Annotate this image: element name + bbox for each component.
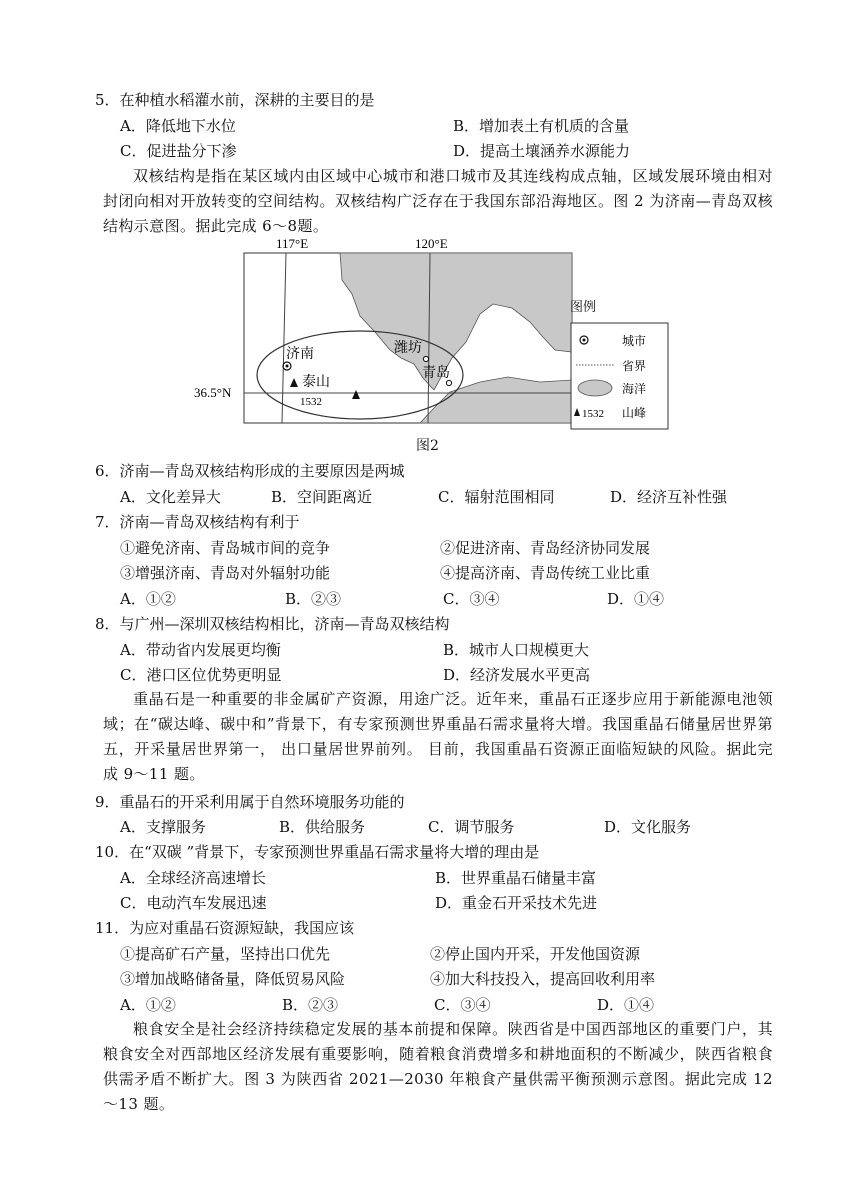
q9-option-b: B．供给服务 (279, 818, 366, 836)
taishan-elevation: 1532 (300, 396, 322, 408)
q5-stem: 5．在种植水稻灌水前，深耕的主要目的是 (95, 91, 375, 109)
lat-label: 36.5°N (194, 385, 232, 400)
q6-option-d: D．经济互补性强 (610, 488, 728, 506)
q9-option-a: A．支撑服务 (120, 818, 206, 836)
lon-label-120: 120°E (415, 236, 448, 251)
intro-6-8: 双核结构是指在某区域内由区域中心城市和港口城市及其连线构成点轴，区域发展环境由相对封闭向相对开放转变的空间结构。双核结构广泛存在于我国东部沿海地区。图 2 为济南—青岛双核结构示意图。据此完成 6～8题。 (103, 167, 773, 235)
q11-option-d: D．①④ (597, 996, 655, 1014)
qingdao-marker (446, 380, 451, 385)
q10-option-d: D．重金石开采技术先进 (435, 894, 598, 912)
q7-statement-2: ②促进济南、青岛经济协同发展 (440, 539, 651, 557)
map-legend (570, 322, 670, 432)
intro-12-13: 粮食安全是社会经济持续稳定发展的基本前提和保障。陕西省是中国西部地区的重要门户，其粮食安全对西部地区经济发展有重要影响，随着粮食消费增多和耕地面积的不断减少，陕西省粮食供需矛盾不断扩大。图 3 为陕西省 2021—2030 年粮食产量供需平衡预测示意图。据此完成 12～13 题。 (103, 1020, 773, 1113)
q11-statement-4: ④加大科技投入，提高回收利用率 (430, 970, 656, 988)
weifang-marker (423, 356, 428, 361)
q8-option-b: B．城市人口规模更大 (443, 641, 590, 659)
q11-option-c: C．③④ (434, 996, 491, 1014)
q6-option-c: C．辐射范围相同 (438, 488, 555, 506)
q6-option-b: B．空间距离近 (271, 488, 373, 506)
taishan-label: 泰山 (302, 374, 330, 390)
q7-statement-3: ③增强济南、青岛对外辐射功能 (120, 564, 331, 582)
q10-stem: 10．在“双碳 ”背景下，专家预测世界重晶石需求量将大增的理由是 (95, 843, 540, 861)
legend-border: 省界 (622, 359, 647, 373)
intro-9-11: 重晶石是一种重要的非金属矿产资源，用途广泛。近年来，重晶石正逐步应用于新能源电池领域；在“碳达峰、碳中和”背景下，有专家预测世界重晶石需求量将大增。我国重晶石储量居世界第五，开采量居世界第一， 出口量居世界前列。 目前，我国重晶石资源正面临短缺的风险。据此完成 9～11 题。 (103, 690, 773, 783)
q6-option-a: A．文化差异大 (120, 488, 221, 506)
figure-2-caption: 图2 (416, 438, 439, 454)
q6-stem: 6．济南—青岛双核结构形成的主要原因是两城 (95, 462, 405, 480)
q11-stem: 11．为应对重晶石资源短缺，我国应该 (95, 919, 355, 937)
qingdao-label: 青岛 (422, 365, 450, 381)
weifang-label: 潍坊 (394, 340, 422, 356)
q11-statement-3: ③增加战略储备量，降低贸易风险 (120, 970, 346, 988)
legend-peak-value: 1532 (582, 408, 604, 420)
q11-option-b: B．②③ (282, 996, 339, 1014)
legend-ocean-swatch (578, 380, 612, 396)
legend-city: 城市 (622, 334, 647, 348)
q7-option-b: B．②③ (285, 590, 342, 608)
legend-peak: 山峰 (622, 406, 647, 420)
q7-option-a: A．①② (120, 590, 176, 608)
q5-option-a: A．降低地下水位 (120, 117, 236, 135)
q7-statement-4: ④提高济南、青岛传统工业比重 (440, 564, 651, 582)
q8-option-d: D．经济发展水平更高 (443, 666, 591, 684)
q8-option-a: A．带动省内发展更均衡 (120, 641, 281, 659)
q5-option-d: D．提高土壤涵养水源能力 (453, 142, 631, 160)
q9-option-c: C．调节服务 (428, 818, 515, 836)
q8-option-c: C．港口区位优势更明显 (120, 666, 282, 684)
q7-option-c: C．③④ (443, 590, 500, 608)
q11-statement-1: ①提高矿石产量，坚持出口优先 (120, 945, 331, 963)
legend-ocean: 海洋 (622, 382, 647, 396)
q10-option-c: C．电动汽车发展迅速 (120, 894, 267, 912)
lon-label-117: 117°E (276, 236, 309, 251)
q10-option-b: B．世界重晶石储量丰富 (435, 869, 597, 887)
q10-option-a: A．全球经济高速增长 (120, 869, 266, 887)
legend-title-text: 图例 (570, 300, 597, 315)
q5-option-b: B．增加表土有机质的含量 (453, 117, 630, 135)
q9-option-d: D．文化服务 (604, 818, 692, 836)
q5-option-c: C．促进盐分下渗 (120, 142, 237, 160)
q9-stem: 9．重晶石的开采利用属于自然环境服务功能的 (95, 793, 405, 811)
q7-statement-1: ①避免济南、青岛城市间的竞争 (120, 539, 331, 557)
q11-statement-2: ②停止国内开采，开发他国资源 (430, 945, 641, 963)
jinan-qingdao-map (190, 232, 590, 460)
jinan-label: 济南 (286, 346, 314, 362)
q11-option-a: A．①② (120, 996, 176, 1014)
q8-stem: 8．与广州—深圳双核结构相比，济南—青岛双核结构 (95, 615, 450, 633)
q7-option-d: D．①④ (607, 590, 665, 608)
q7-stem: 7．济南—青岛双核结构有利于 (95, 513, 300, 531)
